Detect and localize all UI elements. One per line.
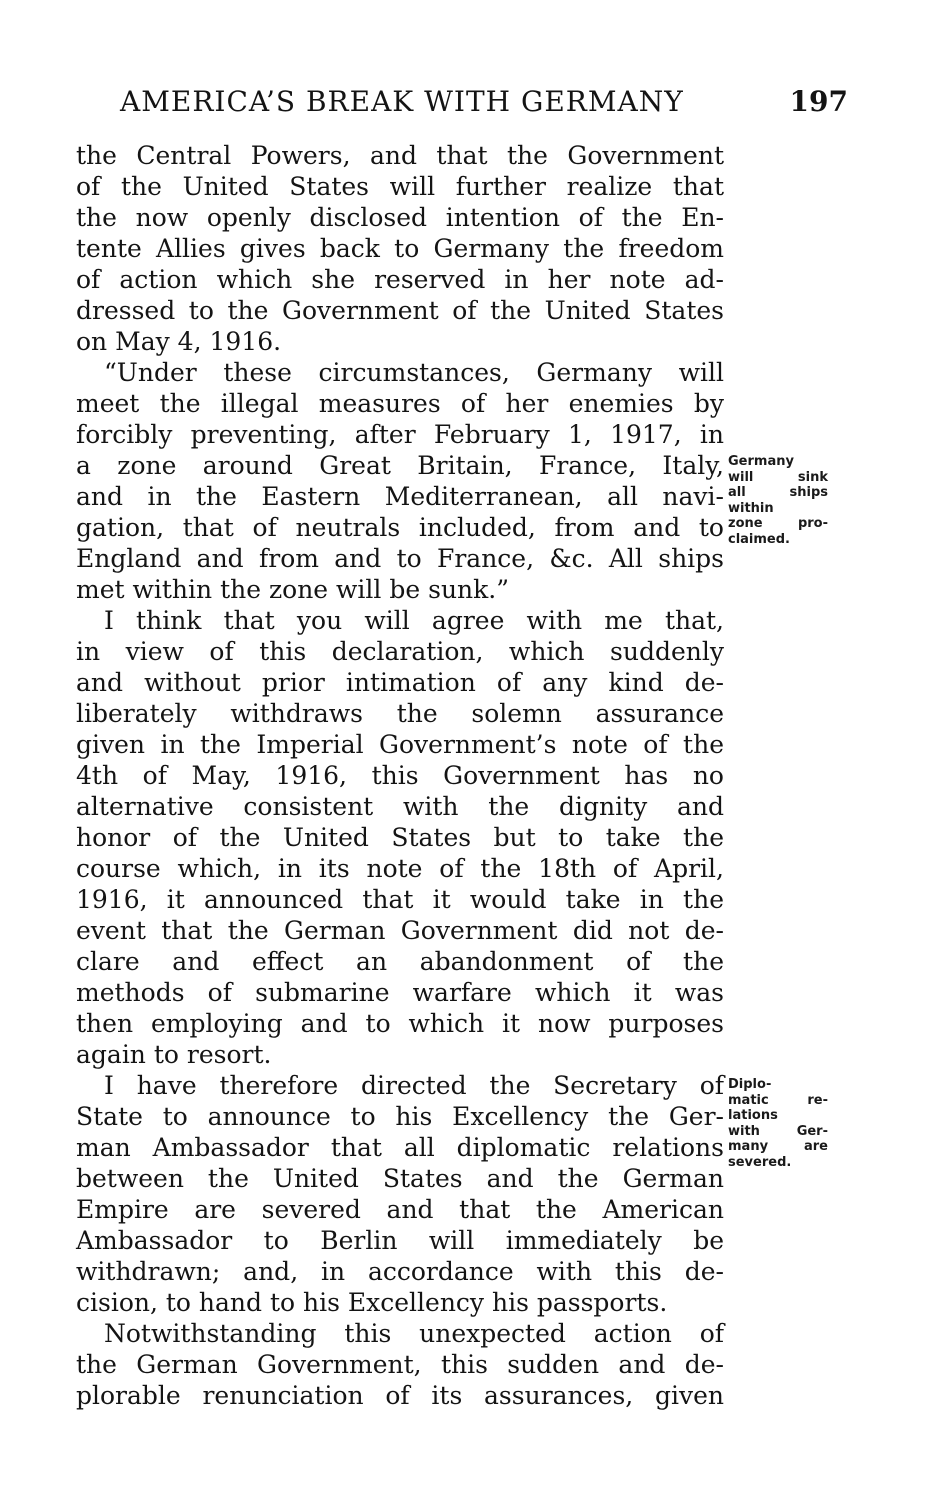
text-line: and without prior intimation of any kind de- <box>76 668 724 697</box>
text-line: of action which she reserved in her note ad- <box>76 265 724 294</box>
text-line: I have therefore directed the Secretary of <box>104 1071 724 1100</box>
text-line: dressed to the Government of the United States <box>76 296 724 325</box>
text-line: honor of the United States but to take the <box>76 823 724 852</box>
margin-note-line: will sink <box>728 469 828 485</box>
text-line: liberately withdraws the solemn assurance <box>76 699 724 728</box>
margin-note-line: with Ger- <box>728 1123 828 1139</box>
margin-note-line: many are <box>728 1139 828 1154</box>
text-line: on May 4, 1916. <box>76 327 282 356</box>
text-line: 4th of May, 1916, this Government has no <box>76 761 724 790</box>
margin-note-germany-will-sink <box>728 454 828 547</box>
margin-note-line: claimed. <box>728 531 790 547</box>
text-line: the Central Powers, and that the Government <box>76 141 724 170</box>
running-title: AMERICA’S BREAK WITH GERMANY <box>120 85 684 118</box>
text-line: met within the zone will be sunk.” <box>76 575 510 604</box>
text-line: Notwithstanding this unexpected action of <box>104 1319 724 1348</box>
margin-note-line: lations <box>728 1108 778 1123</box>
text-line: forcibly preventing, after February 1, 1917, in <box>76 420 724 449</box>
text-line: tente Allies gives back to Germany the freedom <box>76 234 724 263</box>
body-text <box>76 140 724 1411</box>
text-line: and in the Eastern Mediterranean, all navi- <box>76 482 724 511</box>
text-line: 1916, it announced that it would take in the <box>76 885 724 914</box>
text-line: gation, that of neutrals included, from and to <box>76 513 724 542</box>
text-line: a zone around Great Britain, France, Italy, <box>76 451 724 480</box>
text-line: clare and effect an abandonment of the <box>76 947 724 976</box>
margin-note-line: severed. <box>728 1154 792 1170</box>
text-line: Ambassador to Berlin will immediately be <box>76 1226 724 1255</box>
page-number: 197 <box>789 85 848 118</box>
text-line: cision, to hand to his Excellency his passports. <box>76 1288 668 1317</box>
margin-note-line: matic re- <box>728 1092 828 1108</box>
margin-note-line: Germany <box>728 454 794 469</box>
text-line: alternative consistent with the dignity and <box>76 792 724 821</box>
margin-note-relations-severed <box>728 1077 828 1170</box>
text-line: the now openly disclosed intention of the En- <box>76 203 724 232</box>
text-line: then employing and to which it now purposes <box>76 1009 724 1038</box>
text-line: man Ambassador that all diplomatic relations <box>76 1133 724 1162</box>
margin-note-line: within <box>728 500 774 516</box>
text-line: “Under these circumstances, Germany will <box>104 358 724 387</box>
text-line: I think that you will agree with me that, <box>104 606 724 635</box>
text-line: England and from and to France, &c. All ships <box>76 544 724 573</box>
text-line: meet the illegal measures of her enemies by <box>76 389 724 418</box>
margin-note-line: zone pro- <box>728 516 828 531</box>
text-line: plorable renunciation of its assurances, given <box>76 1381 724 1410</box>
text-line: course which, in its note of the 18th of April, <box>76 854 724 883</box>
margin-note-line: all ships <box>728 485 828 500</box>
text-line: event that the German Government did not de- <box>76 916 724 945</box>
text-line: withdrawn; and, in accordance with this de- <box>76 1257 724 1286</box>
text-line: Empire are severed and that the American <box>76 1195 724 1224</box>
text-line: the German Government, this sudden and de- <box>76 1350 724 1379</box>
text-line: given in the Imperial Government’s note of the <box>76 730 724 759</box>
margin-note-line: Diplo- <box>728 1077 772 1092</box>
text-line: between the United States and the German <box>76 1164 724 1193</box>
text-line: methods of submarine warfare which it was <box>76 978 724 1007</box>
text-line: State to announce to his Excellency the Ger- <box>76 1102 724 1131</box>
text-line: in view of this declaration, which suddenly <box>76 637 724 666</box>
text-line: of the United States will further realize that <box>76 172 724 201</box>
running-header <box>120 82 848 122</box>
text-line: again to resort. <box>76 1040 272 1069</box>
